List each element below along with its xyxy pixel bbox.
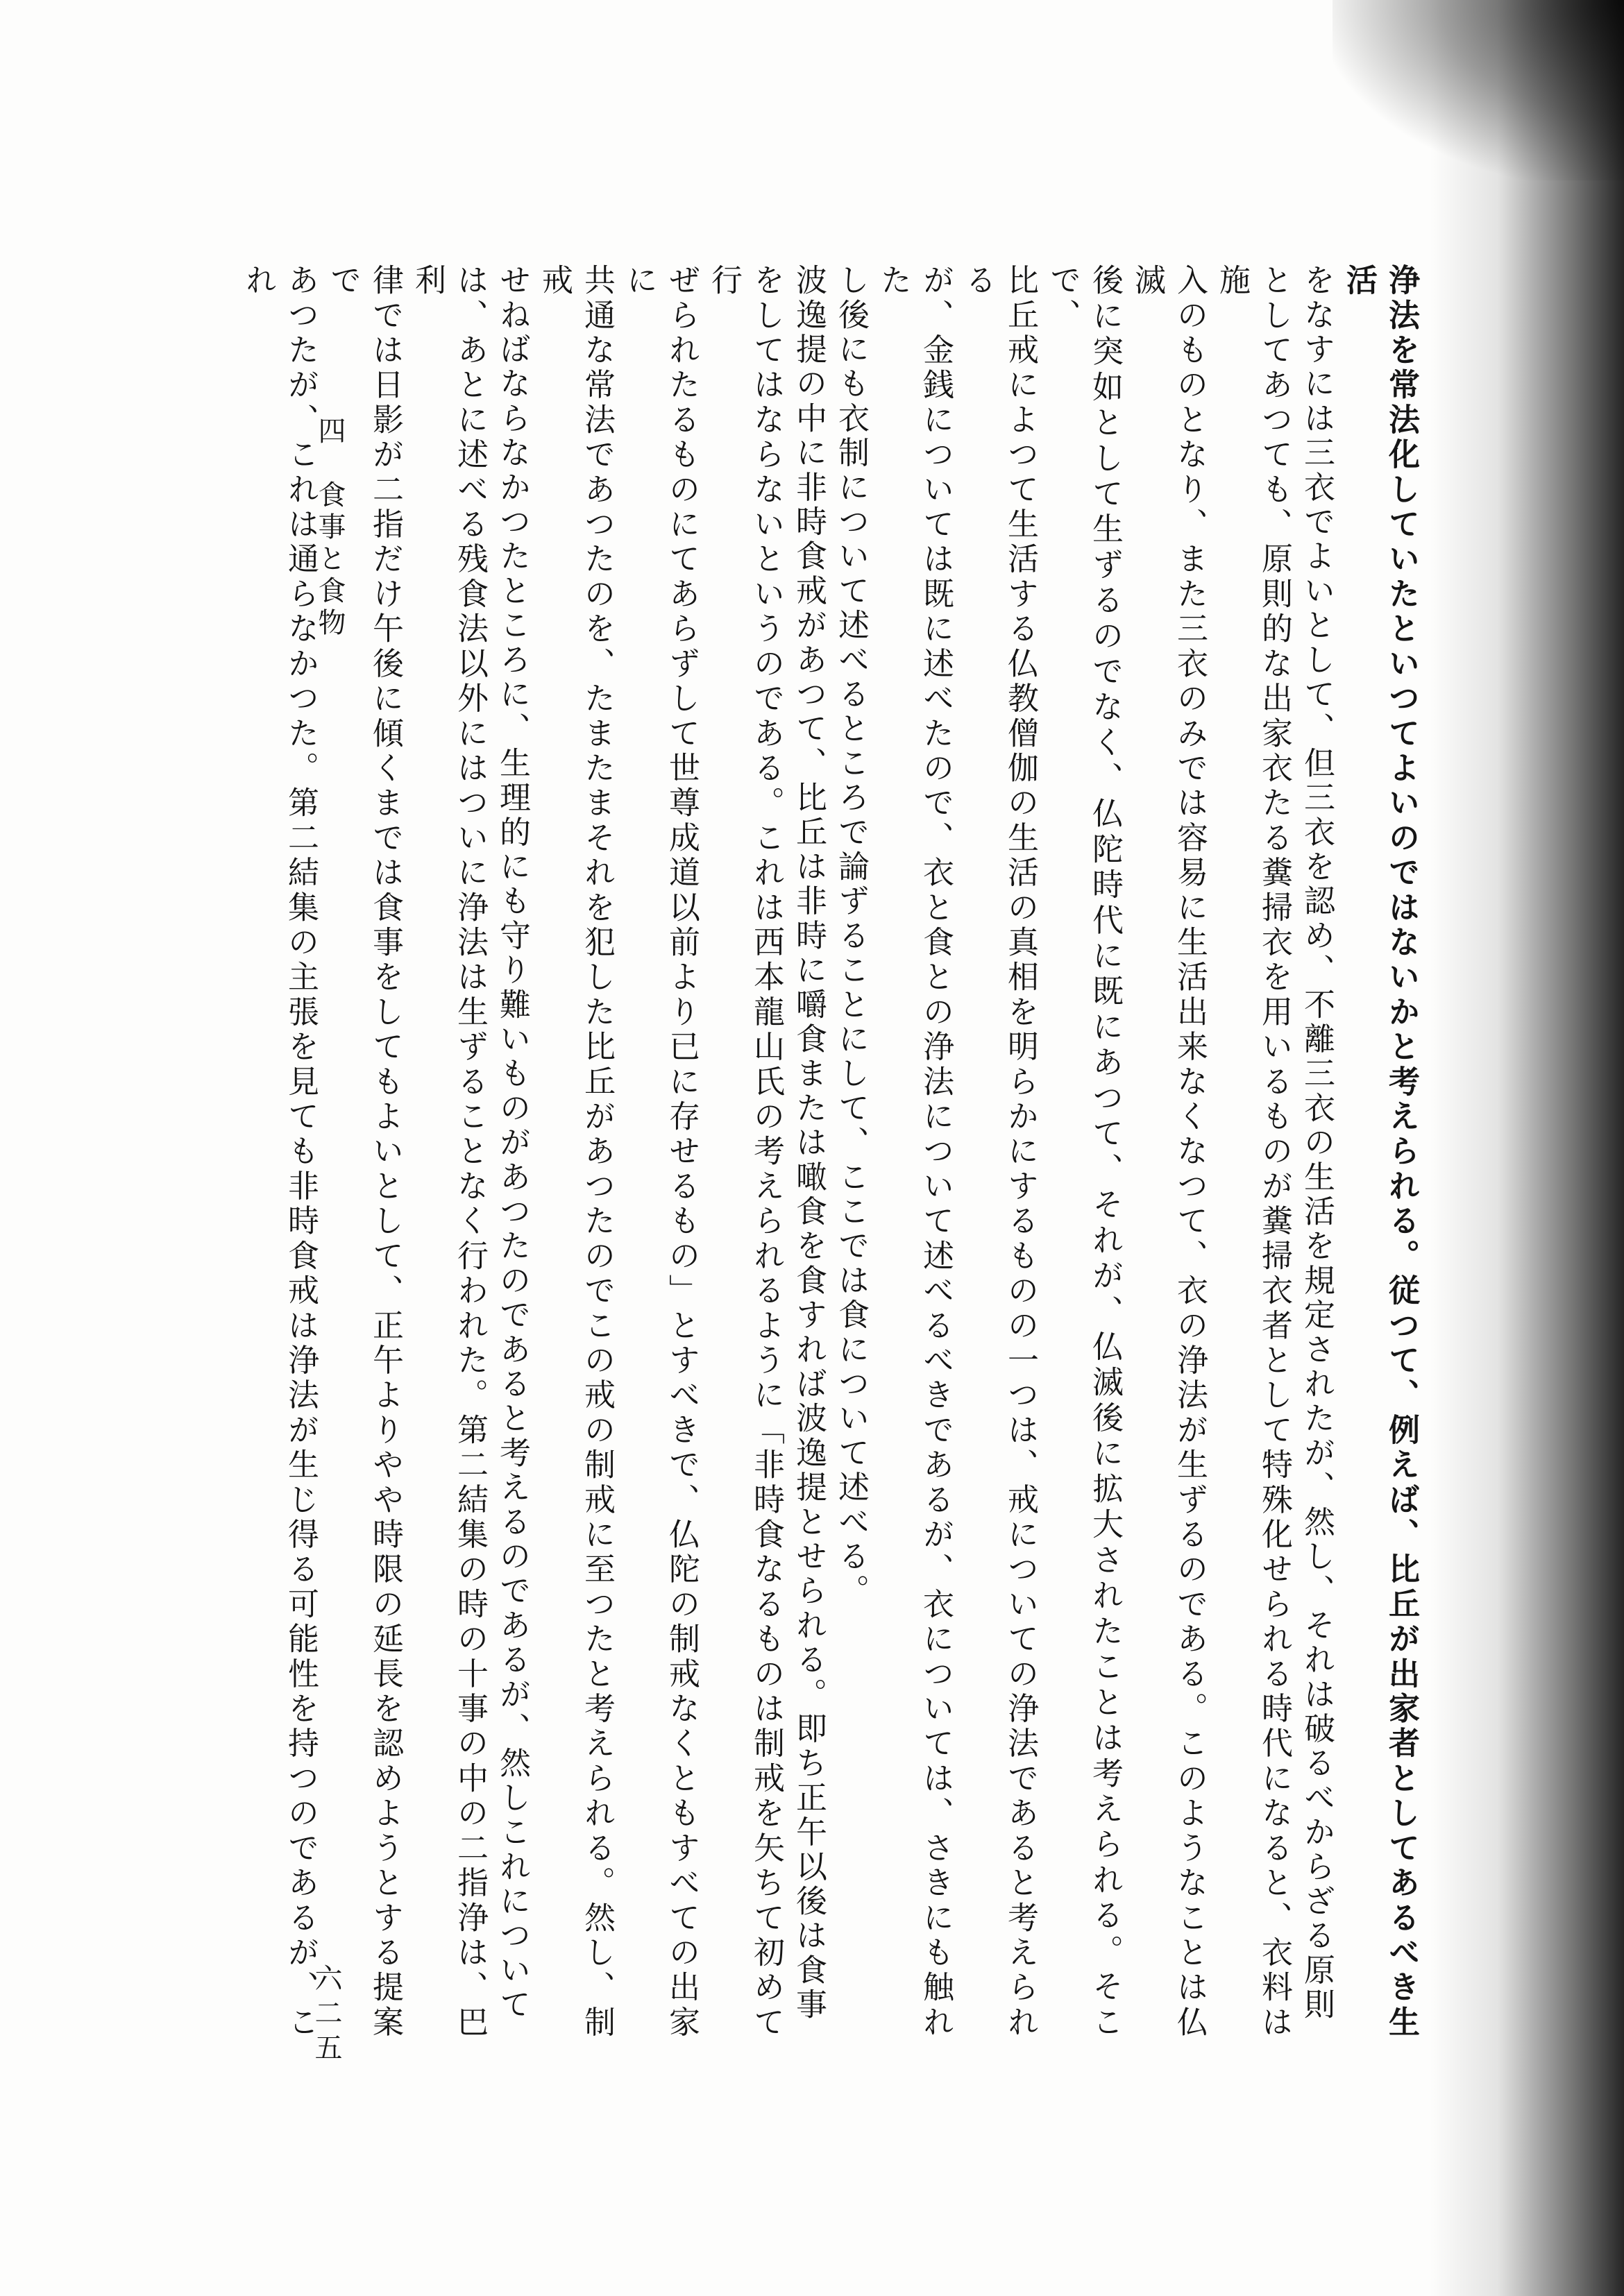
text-column-7: が、金銭については既に述べたので、衣と食との浄法について述べるべきであるが、衣については、さきにも触れた <box>875 264 954 2040</box>
text-column-1-bold: 浄法を常法化していたといつてよいのではないかと考えられる。従つて、例えば、比丘が出家者としてあるべき生活 <box>1341 264 1420 2040</box>
text-column-4: 入のものとなり、また三衣のみでは容易に生活出来なくなつて、衣の浄法が生ずるのである。このようなことは仏滅 <box>1129 264 1208 2040</box>
text-column-16: あつたが、これは通らなかつた。第二結集の主張を見ても非時食戒は浄法が生じ得る可能性を持つのであるが、これ <box>240 264 319 2040</box>
text-column-6: 比丘戒によつて生活する仏教僧伽の生活の真相を明らかにするものの一つは、戒についての浄法であると考えられる <box>960 264 1039 2040</box>
text-column-13: せねばならなかつたところに、生理的にも守り難いものがあつたのであると考えるのであるが、然しこれについて <box>494 264 531 2023</box>
text-column-9: 波逸提の中に非時食戒があつて、比丘は非時に嚼食または噉食を食すれば波逸提とせられる。即ち正午以後は食事 <box>790 264 827 2023</box>
text-column-2: をなすには三衣でよいとして、但三衣を認め、不離三衣の生活を規定されたが、然し、それは破るべからざる原則 <box>1299 264 1335 2023</box>
scan-edge-shadow <box>1430 0 1624 2296</box>
running-head: 四 食事と食物 <box>314 416 346 640</box>
text-column-8: し後にも衣制について述べるところで論ずることにして、ここでは食について述べる。 <box>833 264 870 1609</box>
text-column-3-part: としてあつても、原則的な出家衣たる糞掃衣を用いるものが糞掃衣者として特殊化せられる時代になると、衣料は施 <box>1214 264 1293 2040</box>
vertical-body-text <box>237 264 1423 2040</box>
scan-corner-shadow <box>1333 0 1624 180</box>
text-column-10: をしてはならないというのである。これは西本龍山氏の考えられるように「非時食なるものは制戒を矢ちて初めて行 <box>706 264 785 2040</box>
page-number: 六二五 <box>310 1964 342 2068</box>
text-column-15: 律では日影が二指だけ午後に傾くまでは食事をしてもよいとして、正午よりやや時限の延長を認めようとする提案で <box>325 264 404 2040</box>
text-column-12: 共通な常法であつたのを、たまたまそれを犯した比丘があつたのでこの戒の制戒に至つたと考えられる。然し、制戒 <box>536 264 616 2040</box>
text-column-5: 後に突如として生ずるのでなく、仏陀時代に既にあつて、それが、仏滅後に拡大されたことは考えられる。そこで、 <box>1044 264 1124 2040</box>
text-column-11: ぜられたるものにてあらずして世尊成道以前より已に存せるもの」とすべきで、仏陀の制戒なくともすべての出家に <box>621 264 700 2040</box>
text-column-14: は、あとに述べる残食法以外にはついに浄法は生ずることなく行われた。第二結集の時の十事の中の二指浄は、巴利 <box>409 264 489 2040</box>
text-column-1 <box>1338 264 1423 2040</box>
text-column-3 <box>1211 264 1296 2040</box>
